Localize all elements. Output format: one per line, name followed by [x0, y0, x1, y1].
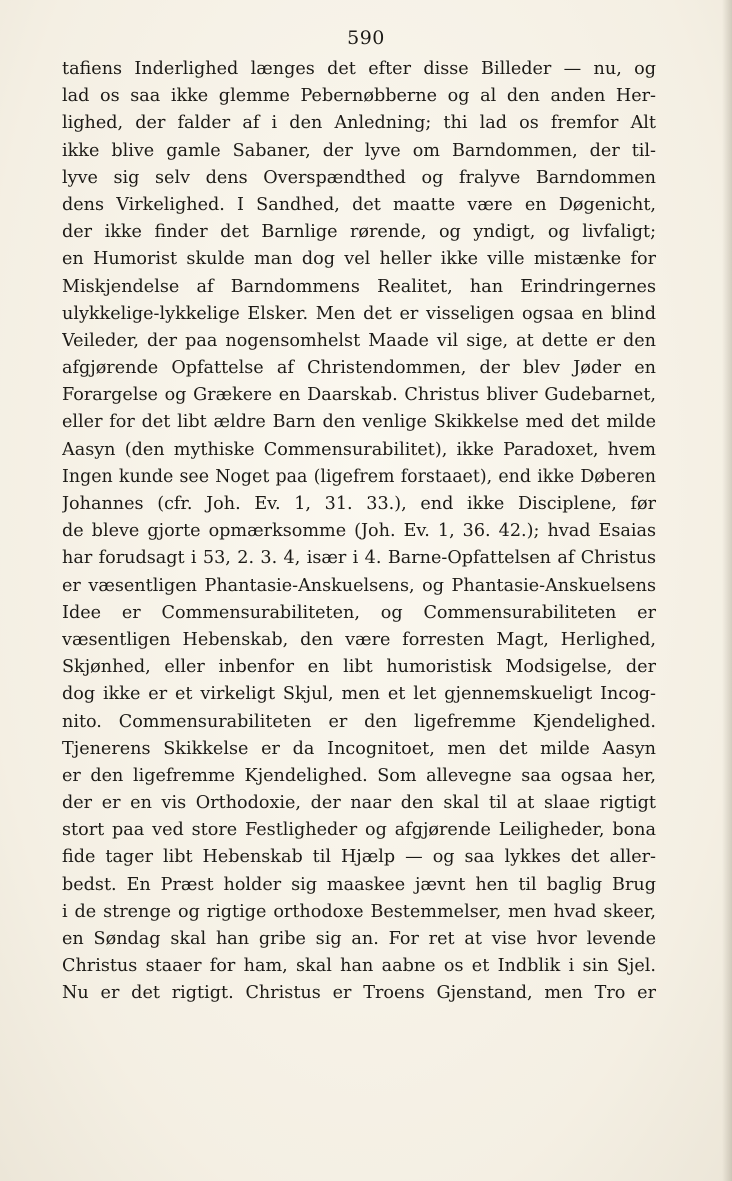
text-line: stort paa ved store Festligheder og afgjørende Leiligheder, bona — [62, 820, 656, 841]
text-line: Skjønhed, eller inbenfor en libt humoristisk Modsigelse, der — [62, 657, 656, 678]
text-line: lad os saa ikke glemme Pebernøbberne og al den anden Her- — [62, 86, 656, 107]
text-line: er væsentligen Phantasie-Anskuelsens, og Phantasie-Anskuelsens — [62, 575, 656, 596]
text-line: har forudsagt i 53, 2. 3. 4, især i 4. Barne-Opfattelsen af Christus — [62, 548, 656, 569]
text-line: tafiens Inderlighed længes det efter disse Billeder — nu, og — [62, 59, 656, 79]
text-line: Tjenerens Skikkelse er da Incognitoet, men det milde Aasyn — [62, 738, 656, 759]
text-line: dens Virkelighed. I Sandhed, det maatte være en Døgenicht, — [62, 194, 656, 215]
text-line: nito. Commensurabiliteten er den ligefremme Kjendelighed. — [62, 711, 656, 732]
body-text — [62, 56, 656, 1008]
text-line: der er en vis Orthodoxie, der naar den skal til at slaae rigtigt — [62, 793, 656, 814]
text-line: en Søndag skal han gribe sig an. For ret at vise hvor levende — [62, 929, 656, 949]
text-line: fide tager libt Hebenskab til Hjælp — og saa lykkes det aller- — [62, 847, 656, 868]
text-line: Johannes (cfr. Joh. Ev. 1, 31. 33.), end ikke Disciplene, før — [62, 494, 656, 514]
text-line: væsentligen Hebenskab, den være forresten Magt, Herlighed, — [62, 629, 656, 650]
text-line: Christus staaer for ham, skal han aabne os et Indblik i sin Sjel. — [62, 956, 656, 977]
text-line: de bleve gjorte opmærksomme (Joh. Ev. 1, 36. 42.); hvad Esaias — [62, 521, 656, 542]
text-line: ulykkelige-lykkelige Elsker. Men det er visseligen ogsaa en blind — [62, 303, 656, 324]
text-line: der ikke finder det Barnlige rørende, og yndigt, og livfaligt; — [62, 222, 656, 243]
text-line: Ingen kunde see Noget paa (ligefrem forstaaet), end ikke Døberen — [62, 466, 656, 487]
page-edge-shadow — [722, 0, 732, 1181]
text-line: Idee er Commensurabiliteten, og Commensurabiliteten er — [62, 602, 656, 623]
text-line: Aasyn (den mythiske Commensurabilitet), ikke Paradoxet, hvem — [62, 439, 656, 460]
text-line: afgjørende Opfattelse af Christendommen, der blev Jøder en — [62, 358, 656, 379]
text-line: Veileder, der paa nogensomhelst Maade vil sige, at dette er den — [62, 330, 656, 351]
page-number: 590 — [347, 27, 385, 49]
text-line: bedst. En Præst holder sig maaskee jævnt hen til baglig Brug — [62, 874, 656, 895]
text-line: en Humorist skulde man dog vel heller ikke ville mistænke for — [62, 249, 656, 270]
text-line: Miskjendelse af Barndommens Realitet, han Erindringernes — [62, 276, 656, 297]
text-line: ikke blive gamle Sabaner, der lyve om Barndommen, der til- — [62, 140, 656, 161]
text-line: lyve sig selv dens Overspændthed og fralyve Barndommen — [62, 167, 656, 188]
text-line: eller for det libt ældre Barn den venlige Skikkelse med det milde — [62, 412, 656, 433]
text-line: er den ligefremme Kjendelighed. Som allevegne saa ogsaa her, — [62, 765, 656, 786]
text-line: Forargelse og Grækere en Daarskab. Christus bliver Gudebarnet, — [62, 385, 656, 406]
text-line: lighed, der falder af i den Anledning; thi lad os fremfor Alt — [62, 113, 656, 134]
text-line: Nu er det rigtigt. Christus er Troens Gjenstand, men Tro er — [62, 983, 656, 1004]
text-line: dog ikke er et virkeligt Skjul, men et let gjennemskueligt Incog- — [62, 684, 656, 705]
text-line: i de strenge og rigtige orthodoxe Bestemmelser, men hvad skeer, — [62, 901, 656, 922]
